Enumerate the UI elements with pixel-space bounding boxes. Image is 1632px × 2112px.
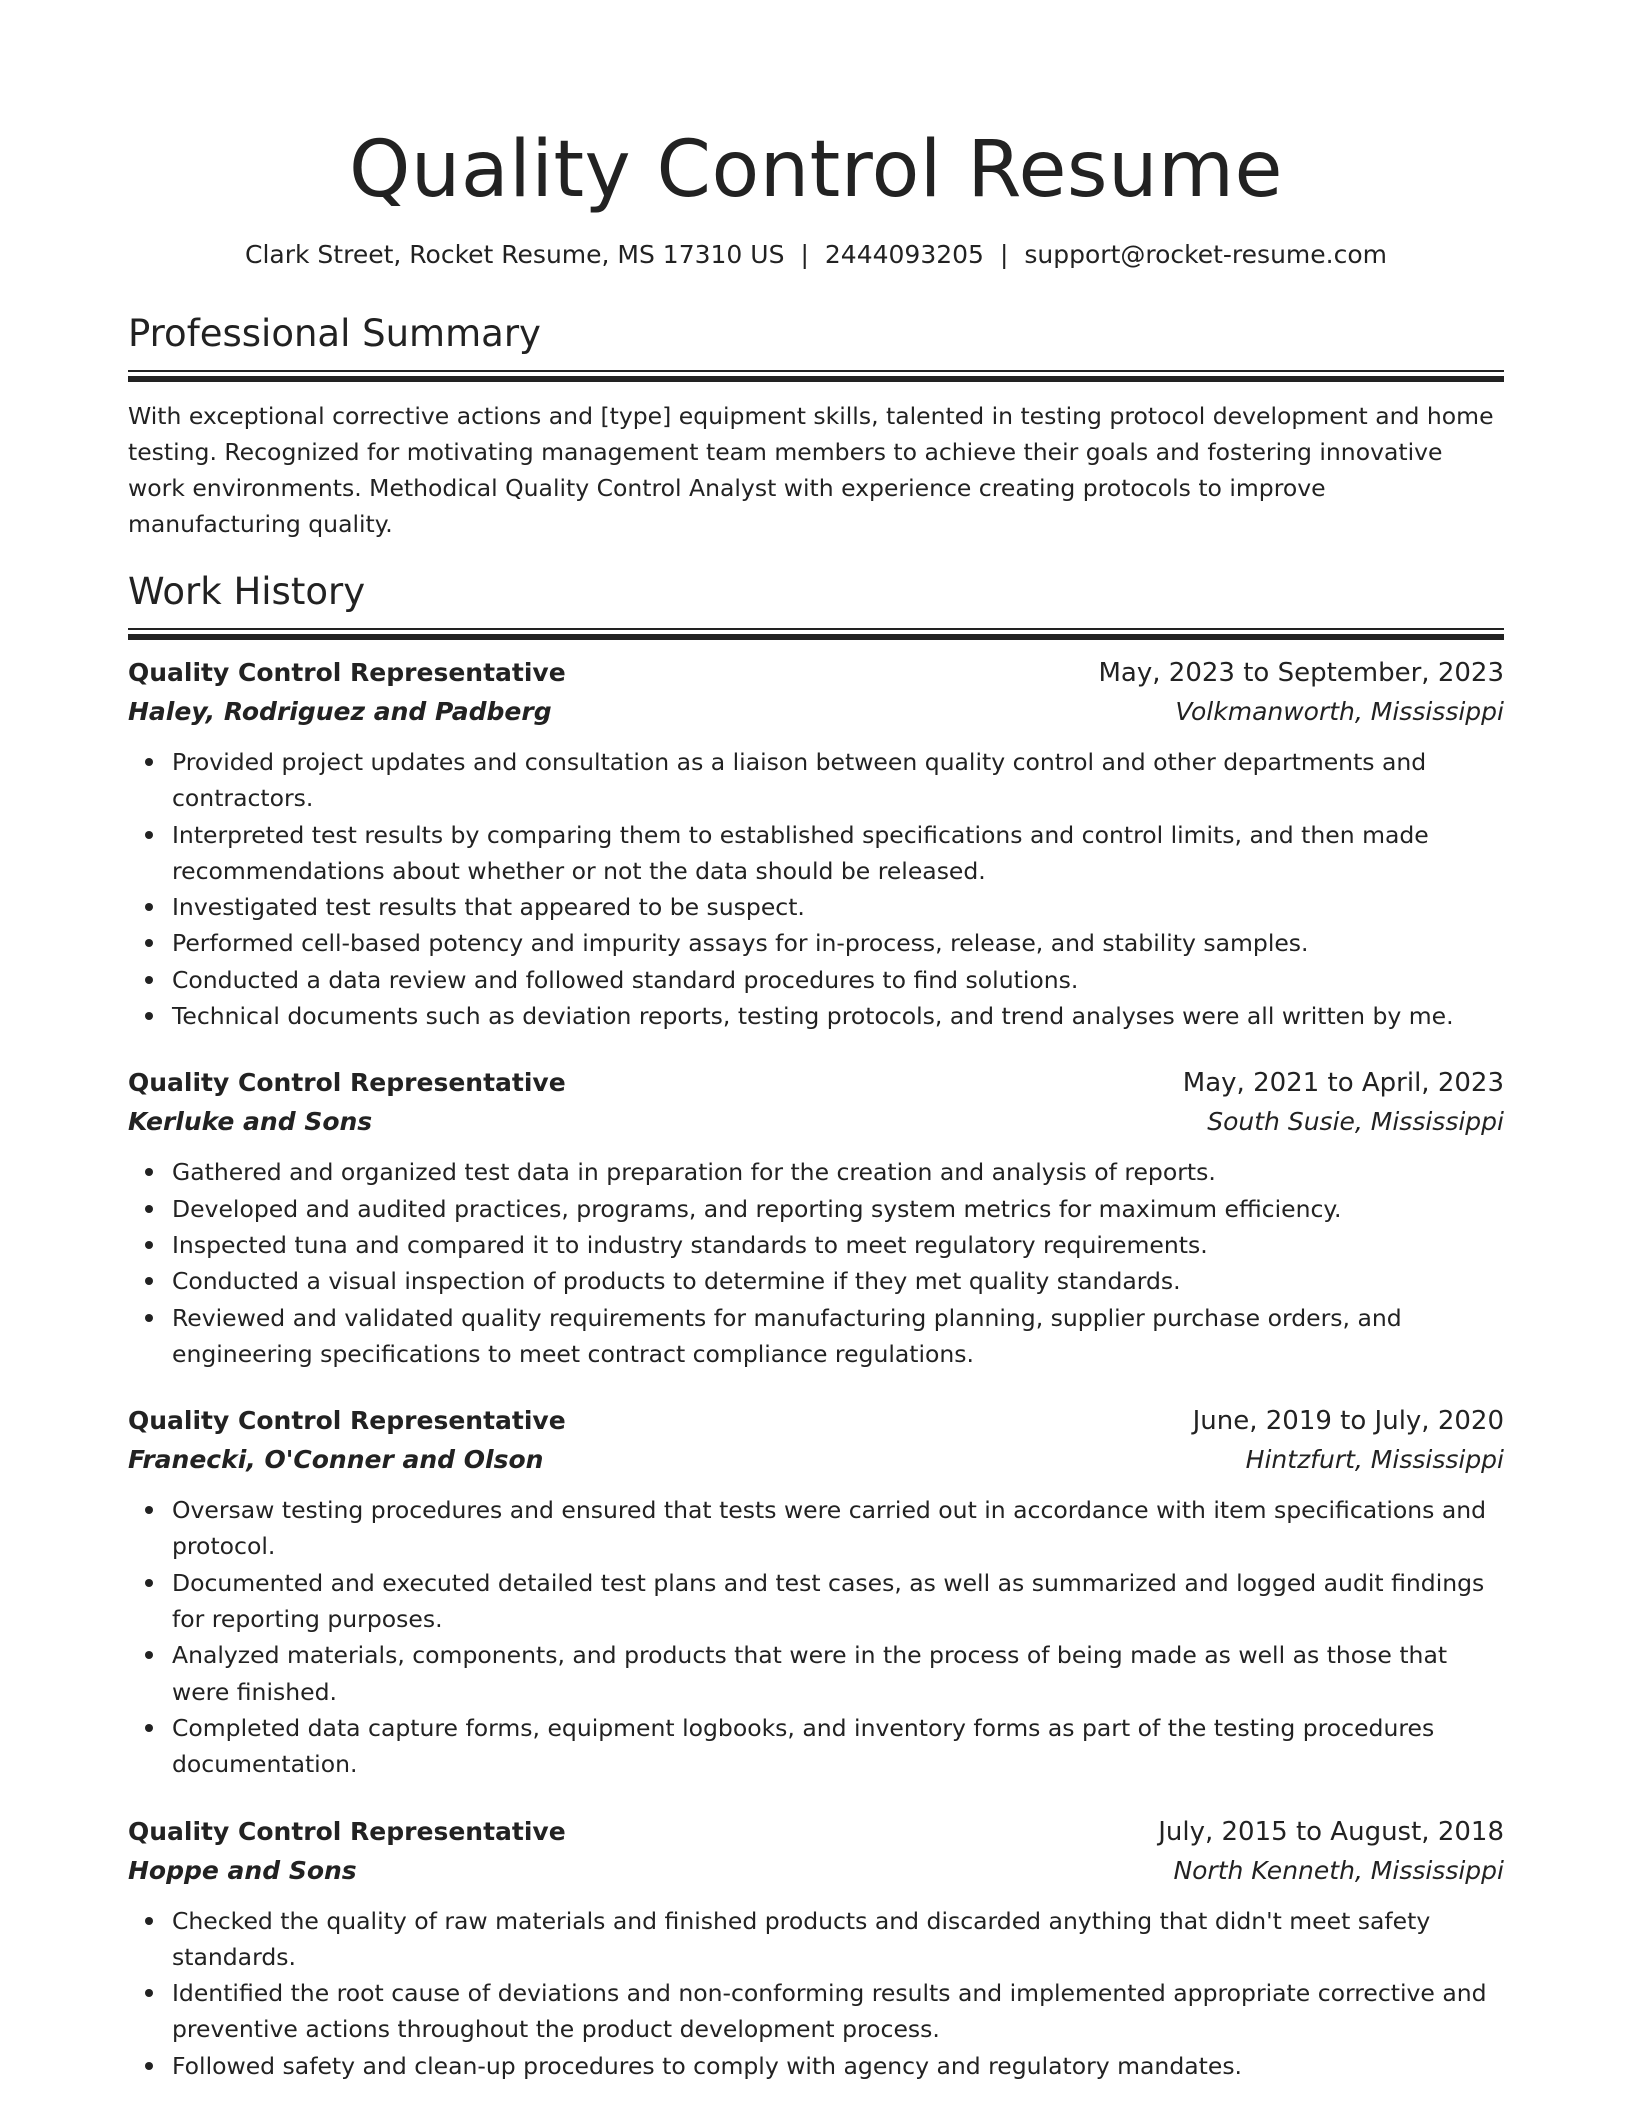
job-bullet: Technical documents such as deviation reports, testing protocols, and trend analyses were all written by me. [172,998,1504,1034]
job-location: Volkmanworth, Mississippi [1175,697,1504,726]
job-bullet: Analyzed materials, components, and products that were in the process of being made as well as those that were finished. [172,1637,1504,1710]
job-bullet: Performed cell-based potency and impurity assays for in-process, release, and stability samples. [172,925,1504,961]
job-bullet: Conducted a data review and followed standard procedures to find solutions. [172,962,1504,998]
job-bullet: Identified the root cause of deviations and non-conforming results and implemented appropriate corrective and preventive actions throughout the product development process. [172,1975,1504,2048]
job-location: North Kenneth, Mississippi [1173,1855,1504,1885]
section-divider [128,628,1504,634]
job-header-row [128,1402,1504,1440]
job-company: Kerluke and Sons [128,1107,373,1137]
job-entry [128,1402,1504,1782]
job-bullet: Gathered and organized test data in preparation for the creation and analysis of reports. [172,1154,1504,1190]
job-title: Quality Control Representative [128,1068,566,1098]
job-location: South Susie, Mississippi [1207,1107,1504,1137]
job-bullet: Investigated test results that appeared to be suspect. [172,889,1504,925]
job-bullet-list [128,1492,1504,1782]
job-company-row [128,1102,1504,1142]
job-bullet: Followed safety and clean-up procedures to comply with agency and regulatory mandates. [172,2048,1504,2084]
job-bullet: Oversaw testing procedures and ensured that tests were carried out in accordance with item specifications and protocol. [172,1492,1504,1565]
job-header-row [128,654,1504,692]
job-dates: July, 2015 to August, 2018 [1158,1816,1504,1847]
resume-title: Quality Control Resume [349,125,1283,215]
resume-page [128,0,1504,2084]
job-bullet: Developed and audited practices, programs, and reporting system metrics for maximum efficiency. [172,1191,1504,1227]
job-company: Franecki, O'Conner and Olson [128,1445,544,1475]
contact-phone: 2444093205 [824,240,984,269]
job-bullet: Interpreted test results by comparing them to established specifications and control limits, and then made recommendations about whether or not the data should be released. [172,817,1504,890]
job-bullet-list [128,1154,1504,1372]
job-title: Quality Control Representative [128,1816,566,1846]
job-entry [128,1064,1504,1372]
job-bullet: Provided project updates and consultation as a liaison between quality control and other departments and contractors. [172,744,1504,817]
job-entry [128,654,1504,1034]
job-list [128,654,1504,2084]
section-heading-summary: Professional Summary [128,312,541,355]
work-history-section [128,568,1504,2084]
section-divider [128,370,1504,376]
professional-summary-section [128,310,1504,542]
job-entry [128,1813,1504,2084]
job-title: Quality Control Representative [128,1406,566,1436]
job-dates: June, 2019 to July, 2020 [1192,1406,1504,1437]
job-bullet: Completed data capture forms, equipment logbooks, and inventory forms as part of the testing procedures documentation. [172,1710,1504,1783]
job-bullet: Checked the quality of raw materials and finished products and discarded anything that didn't meet safety standards. [172,1903,1504,1976]
job-bullet: Inspected tuna and compared it to industry standards to meet regulatory requirements. [172,1227,1504,1263]
contact-line [128,238,1504,272]
contact-separator: | [800,240,809,269]
job-header-row [128,1064,1504,1102]
job-bullet: Conducted a visual inspection of products to determine if they met quality standards. [172,1263,1504,1299]
job-bullet: Documented and executed detailed test plans and test cases, as well as summarized and logged audit findings for reporting purposes. [172,1565,1504,1638]
job-title: Quality Control Representative [128,658,566,687]
job-dates: May, 2021 to April, 2023 [1182,1068,1504,1099]
job-header-row [128,1813,1504,1851]
job-company: Haley, Rodriguez and Padberg [128,697,552,726]
job-company-row [128,1440,1504,1480]
section-heading-work: Work History [128,570,366,613]
contact-separator: | [999,240,1009,269]
job-bullet-list [128,744,1504,1034]
job-bullet-list [128,1903,1504,2084]
contact-address: Clark Street, Rocket Resume, MS 17310 US [245,240,785,269]
summary-text: With exceptional corrective actions and [type] equipment skills, talented in testing protocol development and home testing. Recognized for motivating management team members to achieve their goals and fostering innovative work environments. Methodical Quality Control Analyst with experience creating protocols to improve manufacturing quality. [128,402,1494,538]
contact-email: support@rocket-resume.com [1024,240,1387,269]
job-dates: May, 2023 to September, 2023 [1098,658,1504,688]
job-company-row [128,1851,1504,1891]
job-location: Hintzfurt, Mississippi [1245,1445,1504,1475]
job-company: Hoppe and Sons [128,1855,357,1885]
job-company-row [128,692,1504,732]
job-bullet: Reviewed and validated quality requirements for manufacturing planning, supplier purchase orders, and engineering specifications to meet contract compliance regulations. [172,1300,1504,1373]
